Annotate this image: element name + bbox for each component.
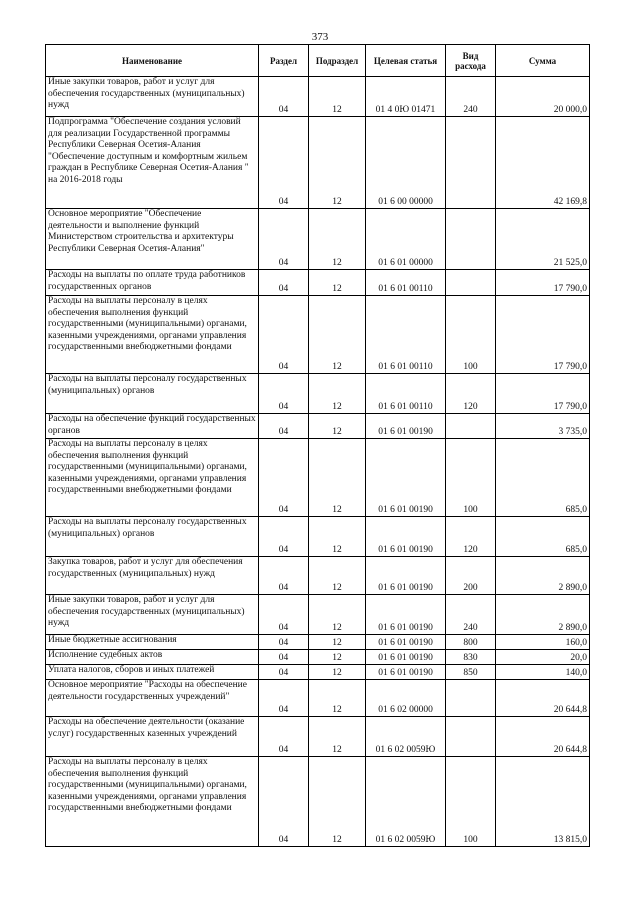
row-section: 04	[259, 77, 309, 117]
table-row	[46, 557, 590, 595]
row-subsection: 12	[309, 517, 366, 557]
row-amount: 140,0	[496, 665, 590, 680]
row-section: 04	[259, 557, 309, 595]
table-row	[46, 680, 590, 717]
row-expense-type: 240	[446, 595, 496, 635]
row-subsection: 12	[309, 635, 366, 650]
row-subsection: 12	[309, 680, 366, 717]
row-name: Закупка товаров, работ и услуг для обеспечения государственных (муниципальных) нужд	[46, 557, 259, 595]
row-section: 04	[259, 117, 309, 209]
row-section: 04	[259, 296, 309, 374]
row-subsection: 12	[309, 650, 366, 665]
row-name: Уплата налогов, сборов и иных платежей	[46, 665, 259, 680]
row-section: 04	[259, 650, 309, 665]
row-target: 01 6 01 00190	[366, 665, 446, 680]
row-name: Расходы на обеспечение деятельности (оказание услуг) государственных казенных учреждений	[46, 717, 259, 757]
row-section: 04	[259, 439, 309, 517]
header-subsection: Подраздел	[309, 45, 366, 77]
row-amount: 17 790,0	[496, 374, 590, 414]
row-expense-type	[446, 717, 496, 757]
table-row	[46, 296, 590, 374]
row-subsection: 12	[309, 439, 366, 517]
row-section: 04	[259, 270, 309, 296]
row-section: 04	[259, 374, 309, 414]
table-row	[46, 414, 590, 439]
row-amount: 17 790,0	[496, 296, 590, 374]
table-row	[46, 635, 590, 650]
row-section: 04	[259, 757, 309, 847]
row-expense-type	[446, 117, 496, 209]
header-expense-type: Вид расхода	[446, 45, 496, 77]
row-expense-type: 100	[446, 439, 496, 517]
row-name: Расходы на выплаты персоналу в целях обеспечения выполнения функций государственными (муниципальными) органами, казенными учреждениями, органами управления государственными внебюджетными фондами	[46, 757, 259, 847]
row-name: Расходы на выплаты персоналу в целях обеспечения выполнения функций государственными (муниципальными) органами, казенными учреждениями, органами управления государственными внебюджетными фондами	[46, 439, 259, 517]
table-row	[46, 374, 590, 414]
row-name: Расходы на выплаты персоналу государственных (муниципальных) органов	[46, 374, 259, 414]
row-amount: 42 169,8	[496, 117, 590, 209]
row-section: 04	[259, 665, 309, 680]
row-name: Подпрограмма "Обеспечение создания условий для реализации Государственной программы Республики Северная Осетия-Алания "Обеспечение доступным и комфортным жильем граждан в Республике Северная Осетия-Алания " на 2016-2018 годы	[46, 117, 259, 209]
row-amount: 160,0	[496, 635, 590, 650]
row-expense-type: 830	[446, 650, 496, 665]
row-expense-type: 850	[446, 665, 496, 680]
table-row	[46, 517, 590, 557]
row-subsection: 12	[309, 209, 366, 270]
row-target: 01 6 01 00000	[366, 209, 446, 270]
row-target: 01 6 01 00190	[366, 414, 446, 439]
row-subsection: 12	[309, 296, 366, 374]
row-name: Основное мероприятие "Расходы на обеспечение деятельности государственных учреждений"	[46, 680, 259, 717]
row-section: 04	[259, 414, 309, 439]
row-amount: 685,0	[496, 439, 590, 517]
row-amount: 685,0	[496, 517, 590, 557]
row-target: 01 6 01 00190	[366, 517, 446, 557]
row-section: 04	[259, 595, 309, 635]
row-target: 01 6 02 0059Ю	[366, 757, 446, 847]
row-subsection: 12	[309, 557, 366, 595]
row-target: 01 4 0Ю 01471	[366, 77, 446, 117]
row-name: Расходы на обеспечение функций государственных органов	[46, 414, 259, 439]
row-target: 01 6 01 00190	[366, 557, 446, 595]
row-subsection: 12	[309, 117, 366, 209]
row-expense-type: 120	[446, 517, 496, 557]
row-expense-type: 800	[446, 635, 496, 650]
row-name: Расходы на выплаты персоналу в целях обеспечения выполнения функций государственными (муниципальными) органами, казенными учреждениями, органами управления государственными внебюджетными фондами	[46, 296, 259, 374]
row-target: 01 6 01 00190	[366, 650, 446, 665]
row-expense-type: 200	[446, 557, 496, 595]
table-row	[46, 77, 590, 117]
row-section: 04	[259, 635, 309, 650]
table-row	[46, 209, 590, 270]
row-target: 01 6 02 00000	[366, 680, 446, 717]
table-row	[46, 650, 590, 665]
row-section: 04	[259, 717, 309, 757]
row-amount: 20,0	[496, 650, 590, 665]
row-section: 04	[259, 680, 309, 717]
table-header-row	[46, 45, 590, 77]
row-subsection: 12	[309, 665, 366, 680]
row-subsection: 12	[309, 717, 366, 757]
table-row	[46, 439, 590, 517]
table-row	[46, 717, 590, 757]
page-number: 373	[311, 31, 329, 43]
row-expense-type: 120	[446, 374, 496, 414]
row-target: 01 6 01 00110	[366, 270, 446, 296]
row-subsection: 12	[309, 77, 366, 117]
row-section: 04	[259, 209, 309, 270]
row-target: 01 6 02 0059Ю	[366, 717, 446, 757]
row-section: 04	[259, 517, 309, 557]
row-expense-type	[446, 680, 496, 717]
row-name: Иные закупки товаров, работ и услуг для обеспечения государственных (муниципальных) нужд	[46, 77, 259, 117]
row-amount: 20 644,8	[496, 680, 590, 717]
table-row	[46, 665, 590, 680]
row-amount: 17 790,0	[496, 270, 590, 296]
row-expense-type	[446, 270, 496, 296]
row-target: 01 6 01 00190	[366, 439, 446, 517]
row-subsection: 12	[309, 414, 366, 439]
row-subsection: 12	[309, 757, 366, 847]
table-row	[46, 757, 590, 847]
row-target: 01 6 01 00190	[366, 595, 446, 635]
row-expense-type	[446, 414, 496, 439]
row-target: 01 6 00 00000	[366, 117, 446, 209]
row-amount: 2 890,0	[496, 595, 590, 635]
row-subsection: 12	[309, 270, 366, 296]
header-target: Целевая статья	[366, 45, 446, 77]
row-amount: 20 000,0	[496, 77, 590, 117]
header-name: Наименование	[46, 45, 259, 77]
row-expense-type	[446, 209, 496, 270]
row-name: Расходы на выплаты персоналу государственных (муниципальных) органов	[46, 517, 259, 557]
row-target: 01 6 01 00190	[366, 635, 446, 650]
table-row	[46, 117, 590, 209]
row-amount: 2 890,0	[496, 557, 590, 595]
row-name: Основное мероприятие "Обеспечение деятельности и выполнение функций Министерством строительства и архитектуры Республики Северная Осетия-Алания"	[46, 209, 259, 270]
budget-table	[45, 44, 590, 847]
row-expense-type: 100	[446, 296, 496, 374]
row-subsection: 12	[309, 595, 366, 635]
row-expense-type: 100	[446, 757, 496, 847]
table-row	[46, 270, 590, 296]
row-name: Исполнение судебных актов	[46, 650, 259, 665]
row-amount: 20 644,8	[496, 717, 590, 757]
row-subsection: 12	[309, 374, 366, 414]
row-expense-type: 240	[446, 77, 496, 117]
header-amount: Сумма	[496, 45, 590, 77]
row-amount: 13 815,0	[496, 757, 590, 847]
row-amount: 3 735,0	[496, 414, 590, 439]
row-target: 01 6 01 00110	[366, 296, 446, 374]
row-amount: 21 525,0	[496, 209, 590, 270]
table-row	[46, 595, 590, 635]
row-name: Иные закупки товаров, работ и услуг для обеспечения государственных (муниципальных) нужд	[46, 595, 259, 635]
row-target: 01 6 01 00110	[366, 374, 446, 414]
row-name: Расходы на выплаты по оплате труда работников государственных органов	[46, 270, 259, 296]
header-section: Раздел	[259, 45, 309, 77]
row-name: Иные бюджетные ассигнования	[46, 635, 259, 650]
